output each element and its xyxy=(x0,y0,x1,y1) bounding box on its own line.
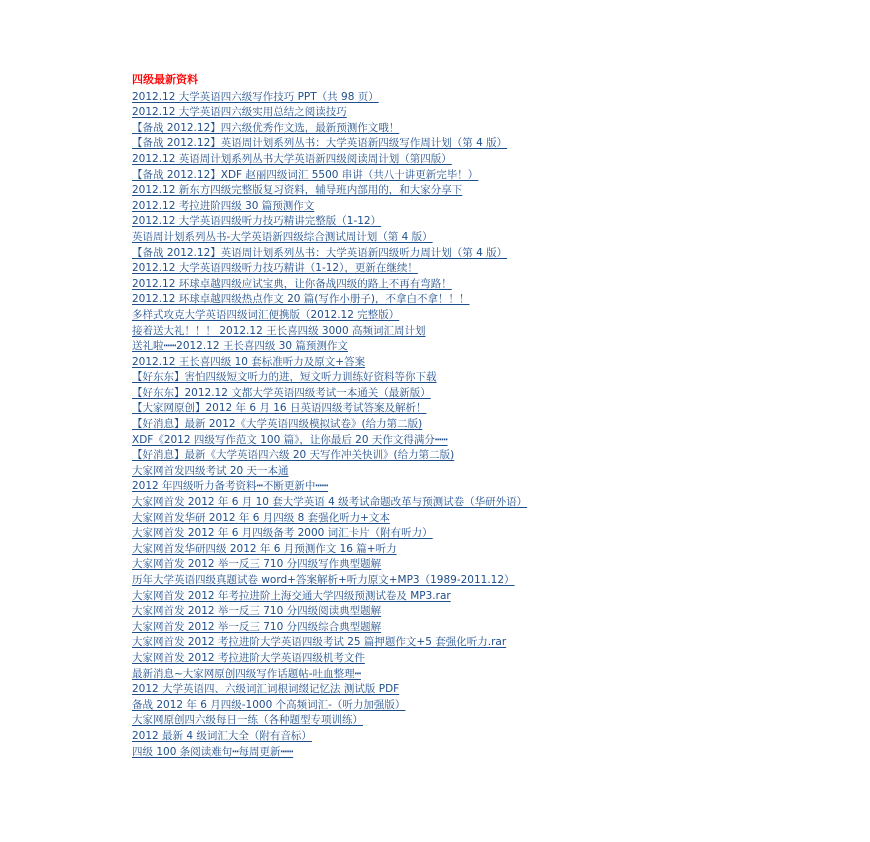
resource-link[interactable]: 备战 2012 年 6 月四级-1000 个高频词汇-（听力加强版） xyxy=(132,698,406,711)
resource-link[interactable]: 2012 大学英语四、六级词汇词根词缀记忆法 测试版 PDF xyxy=(132,683,400,696)
resource-link[interactable]: 【大家网原创】2012 年 6 月 16 日英语四级考试答案及解析！ xyxy=(132,402,427,415)
resource-link[interactable]: 2012.12 环球卓越四级热点作文 20 篇(写作小册子)，不拿白不拿！！！ xyxy=(132,293,470,306)
list-item xyxy=(132,368,832,384)
list-item xyxy=(132,509,832,525)
list-item xyxy=(132,524,832,540)
list-item xyxy=(132,275,832,291)
list-item xyxy=(132,384,832,400)
resource-link[interactable]: 【备战 2012.12】四六级优秀作文选，最新预测作文哦！ xyxy=(132,121,400,134)
list-item xyxy=(132,353,832,369)
resource-link[interactable]: 2012.12 新东方四级完整版复习资料，辅导班内部用的，和大家分享下 xyxy=(132,184,463,197)
resource-link[interactable]: 2012.12 英语周计划系列丛书大学英语新四级阅读周计划（第四版） xyxy=(132,152,452,165)
list-item xyxy=(132,228,832,244)
resource-link[interactable]: 送礼啦┅┅2012.12 王长喜四级 30 篇预测作文 xyxy=(132,340,348,353)
resource-link[interactable]: 大家网原创四六级每日一练（各种题型专项训练） xyxy=(132,714,363,727)
resource-link[interactable]: 大家网首发 2012 举一反三 710 分四级综合典型题解 xyxy=(132,620,382,633)
resource-link[interactable]: 四级 100 条阅读难句┅每周更新┅┅ xyxy=(132,745,294,758)
list-item xyxy=(132,462,832,478)
list-item xyxy=(132,727,832,743)
list-item xyxy=(132,649,832,665)
list-item xyxy=(132,415,832,431)
document-content xyxy=(132,72,832,758)
list-item xyxy=(132,166,832,182)
list-item xyxy=(132,477,832,493)
resource-link[interactable]: 大家网首发 2012 年 6 月四级备考 2000 词汇卡片（附有听力） xyxy=(132,527,433,540)
resource-link[interactable]: 最新消息~大家网原创四级写作话题帖-吐血整理┅ xyxy=(132,667,361,680)
resource-link[interactable]: 2012.12 大学英语四六级实用总结之阅读技巧 xyxy=(132,106,347,119)
resource-link[interactable]: 【备战 2012.12】XDF 赵丽四级词汇 5500 串讲（共八十讲更新完毕！） xyxy=(132,168,479,181)
resource-link[interactable]: 2012.12 大学英语四六级写作技巧 PPT（共 98 页） xyxy=(132,90,379,103)
list-item xyxy=(132,181,832,197)
list-item xyxy=(132,259,832,275)
list-item xyxy=(132,618,832,634)
resource-link[interactable]: 英语周计划系列丛书-大学英语新四级综合测试周计划（第 4 版） xyxy=(132,230,433,243)
list-item xyxy=(132,446,832,462)
section-title: 四级最新资料 xyxy=(132,73,198,86)
list-item xyxy=(132,134,832,150)
resource-link[interactable]: 大家网首发华研四级 2012 年 6 月预测作文 16 篇+听力 xyxy=(132,542,397,555)
list-item xyxy=(132,633,832,649)
list-item xyxy=(132,493,832,509)
list-item xyxy=(132,197,832,213)
resource-link[interactable]: 大家网首发 2012 考拉进阶大学英语四级考试 25 篇押题作文+5 套强化听力.rar xyxy=(132,636,507,649)
resource-link[interactable]: 大家网首发四级考试 20 天一本通 xyxy=(132,464,289,477)
resource-link[interactable]: 大家网首发 2012 举一反三 710 分四级阅读典型题解 xyxy=(132,605,382,618)
resource-link[interactable]: 【好东东】害怕四级短文听力的进，短文听力训练好资料等你下载 xyxy=(132,371,437,384)
resource-link[interactable]: 2012 年四级听力备考资料┅不断更新中┅┅ xyxy=(132,480,329,493)
resource-link[interactable]: 2012.12 大学英语四级听力技巧精讲完整版（1-12） xyxy=(132,215,382,228)
resource-link[interactable]: 2012.12 王长喜四级 10 套标准听力及原文+答案 xyxy=(132,355,366,368)
list-item xyxy=(132,322,832,338)
resource-link[interactable]: 大家网首发 2012 举一反三 710 分四级写作典型题解 xyxy=(132,558,382,571)
resource-link[interactable]: 大家网首发 2012 年考拉进阶上海交通大学四级预测试卷及 MP3.rar xyxy=(132,589,451,602)
list-item xyxy=(132,212,832,228)
list-item xyxy=(132,696,832,712)
list-item xyxy=(132,555,832,571)
resource-link[interactable]: 大家网首发 2012 年 6 月 10 套大学英语 4 级考试命题改革与预测试卷（华研外语） xyxy=(132,496,528,509)
list-item xyxy=(132,290,832,306)
resource-link[interactable]: 多样式攻克大学英语四级词汇便携版（2012.12 完整版） xyxy=(132,308,400,321)
list-item xyxy=(132,306,832,322)
list-item xyxy=(132,711,832,727)
resource-link[interactable]: 2012.12 考拉进阶四级 30 篇预测作文 xyxy=(132,199,315,212)
list-item xyxy=(132,150,832,166)
resource-link[interactable]: 2012 最新 4 级词汇大全（附有音标） xyxy=(132,729,312,742)
resource-link[interactable]: 【好消息】最新 2012《大学英语四级模拟试卷》(给力第二版) xyxy=(132,418,423,431)
list-item xyxy=(132,602,832,618)
list-item xyxy=(132,571,832,587)
resource-link[interactable]: 【备战 2012.12】英语周计划系列丛书：大学英语新四级听力周计划（第 4 版） xyxy=(132,246,508,259)
list-item xyxy=(132,399,832,415)
list-item xyxy=(132,244,832,260)
resource-link[interactable]: 【备战 2012.12】英语周计划系列丛书：大学英语新四级写作周计划（第 4 版） xyxy=(132,137,508,150)
list-item xyxy=(132,119,832,135)
list-item xyxy=(132,540,832,556)
resource-link[interactable]: 2012.12 大学英语四级听力技巧精讲（1-12），更新在继续！ xyxy=(132,262,418,275)
resource-link[interactable]: 大家网首发华研 2012 年 6 月四级 8 套强化听力+文本 xyxy=(132,511,390,524)
list-item xyxy=(132,103,832,119)
list-item xyxy=(132,743,832,759)
list-item xyxy=(132,587,832,603)
list-item xyxy=(132,337,832,353)
resource-link[interactable]: 【好消息】最新《大学英语四六级 20 天写作冲关快训》(给力第二版) xyxy=(132,449,455,462)
list-item xyxy=(132,680,832,696)
list-item xyxy=(132,665,832,681)
list-item xyxy=(132,431,832,447)
list-item xyxy=(132,88,832,104)
resource-link[interactable]: 【好东东】2012.12 文都大学英语四级考试一本通关（最新版） xyxy=(132,386,431,399)
resource-link[interactable]: 大家网首发 2012 考拉进阶大学英语四级机考文件 xyxy=(132,651,365,664)
resource-link[interactable]: 接着送大礼！！！ 2012.12 王长喜四级 3000 高频词汇周计划 xyxy=(132,324,426,337)
resource-link[interactable]: 历年大学英语四级真题试卷 word+答案解析+听力原文+MP3（1989-2011.12） xyxy=(132,574,515,586)
resource-link[interactable]: 2012.12 环球卓越四级应试宝典，让你备战四级的路上不再有弯路！ xyxy=(132,277,452,290)
resource-link-list xyxy=(132,88,832,759)
resource-link[interactable]: XDF《2012 四级写作范文 100 篇》，让你最后 20 天作文得满分┅┅ xyxy=(132,433,448,446)
